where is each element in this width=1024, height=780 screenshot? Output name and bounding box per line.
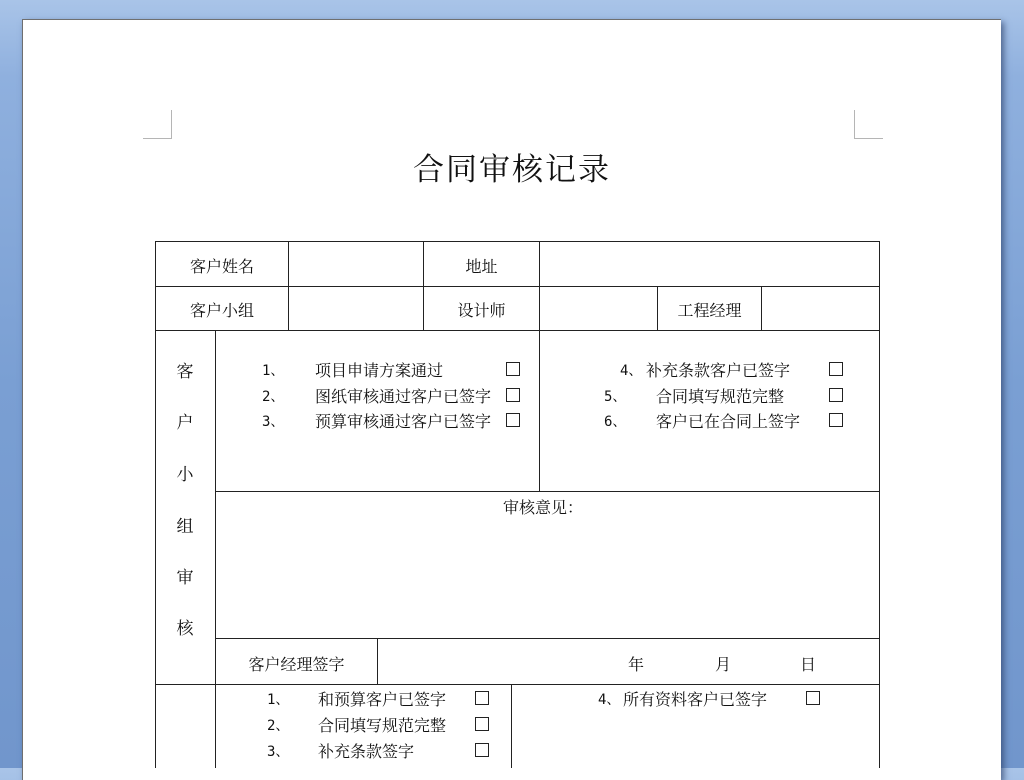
checkbox[interactable] [475, 691, 489, 705]
vertical-char: 小 [176, 465, 194, 485]
account-manager-sign-label: 客户经理签字 [248, 655, 345, 674]
checkbox[interactable] [829, 413, 843, 427]
customer-name-label: 客户姓名 [189, 257, 254, 276]
checkbox[interactable] [506, 413, 520, 427]
checkbox[interactable] [475, 717, 489, 731]
date-year-label: 年 [628, 655, 645, 674]
date-day-label: 日 [800, 655, 817, 674]
review-opinion-label: 审核意见： [503, 498, 584, 517]
crop-mark-top-left [143, 110, 172, 139]
designer-field[interactable] [543, 290, 655, 328]
checkbox[interactable] [829, 362, 843, 376]
crop-mark-top-right [854, 110, 883, 139]
document-title: 合同审核记录 [413, 152, 611, 188]
address-label: 地址 [465, 257, 498, 276]
designer-label: 设计师 [457, 301, 506, 320]
checkbox[interactable] [806, 691, 820, 705]
customer-group-field[interactable] [292, 290, 420, 328]
checkbox[interactable] [506, 362, 520, 376]
address-field[interactable] [543, 246, 875, 284]
vertical-char: 户 [176, 413, 194, 433]
customer-group-label: 客户小组 [189, 301, 254, 320]
vertical-char: 组 [176, 517, 194, 537]
account-manager-sign-field[interactable] [381, 642, 621, 680]
vertical-char: 核 [176, 619, 194, 639]
vertical-char: 审 [176, 568, 194, 588]
vertical-char: 客 [176, 362, 194, 382]
project-manager-label: 工程经理 [677, 301, 742, 320]
checkbox[interactable] [506, 388, 520, 402]
review-opinion-field[interactable] [220, 518, 875, 634]
checkbox[interactable] [829, 388, 843, 402]
date-month-label: 月 [715, 655, 732, 674]
customer-name-field[interactable] [292, 246, 420, 284]
checkbox[interactable] [475, 743, 489, 757]
project-manager-field[interactable] [765, 290, 877, 328]
